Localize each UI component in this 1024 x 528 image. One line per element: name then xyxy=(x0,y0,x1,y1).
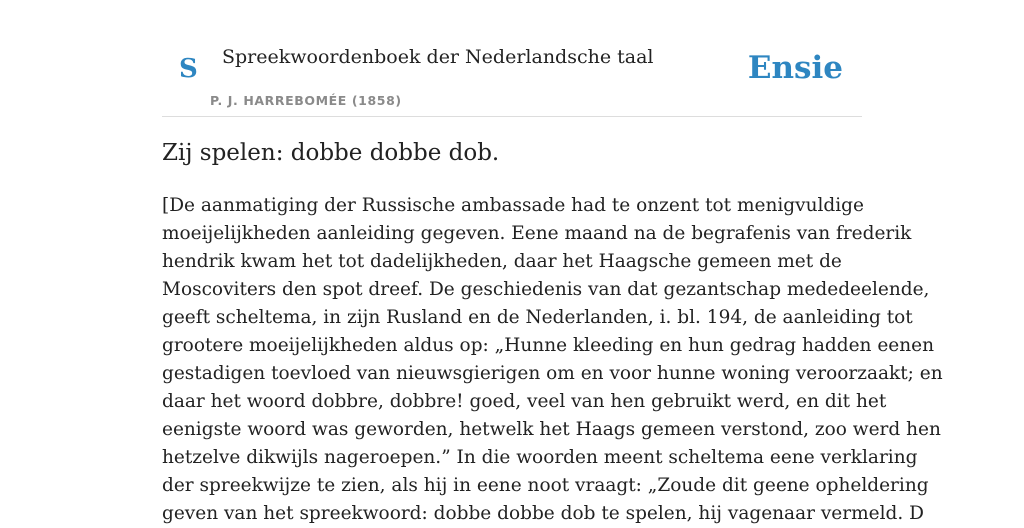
entry-text-line: [De aanmatiging der Russische ambassade had te onzent tot menigvuldige xyxy=(162,195,864,216)
entry-text-line: Moscoviters den spot dreef. De geschiedenis van dat gezantschap mededeelende, xyxy=(162,279,930,300)
entry-body xyxy=(162,192,943,528)
entry-text-line: daar het woord dobbre, dobbre! goed, veel van hen gebruikt werd, en dit het xyxy=(162,391,887,412)
book-title[interactable]: Spreekwoordenboek der Nederlandsche taal xyxy=(222,46,654,68)
entry-title: Zij spelen: dobbe dobbe dob. xyxy=(162,140,500,166)
entry-text-line: gestadigen toevloed van nieuwsgierigen om en voor hunne woning veroorzaakt; en xyxy=(162,363,943,384)
entry-text-line: moeijelijkheden aanleiding gegeven. Eene maand na de begrafenis van frederik xyxy=(162,223,912,244)
book-letter-icon: S xyxy=(179,54,198,84)
entry-text-line: hetzelve dikwijls nageroepen.” In die woorden meent scheltema eene verklaring xyxy=(162,447,918,468)
entry-text-line: eenigste woord was geworden, hetwelk het Haags gemeen verstond, zoo werd hen xyxy=(162,419,941,440)
entry-text-line: grootere moeijelijkheden aldus op: „Hunne kleeding en hun gedrag hadden eenen xyxy=(162,335,935,356)
book-author: P. J. HARREBOMÉE (1858) xyxy=(210,93,402,108)
entry-text-line: der spreekwijze te zien, als hij in eene noot vraagt: „Zoude dit geene opheldering xyxy=(162,475,929,496)
book-header xyxy=(162,0,862,117)
entry-text-line: hendrik kwam het tot dadelijkheden, daar het Haagsche gemeen met de xyxy=(162,251,842,272)
entry-text-line: geeft scheltema, in zijn Rusland en de Nederlanden, i. bl. 194, de aanleiding tot xyxy=(162,307,913,328)
entry-text-line: geven van het spreekwoord: dobbe dobbe dob te spelen, hij vagenaar vermeld. D xyxy=(162,503,924,524)
ensie-logo[interactable]: Ensie xyxy=(747,50,843,86)
